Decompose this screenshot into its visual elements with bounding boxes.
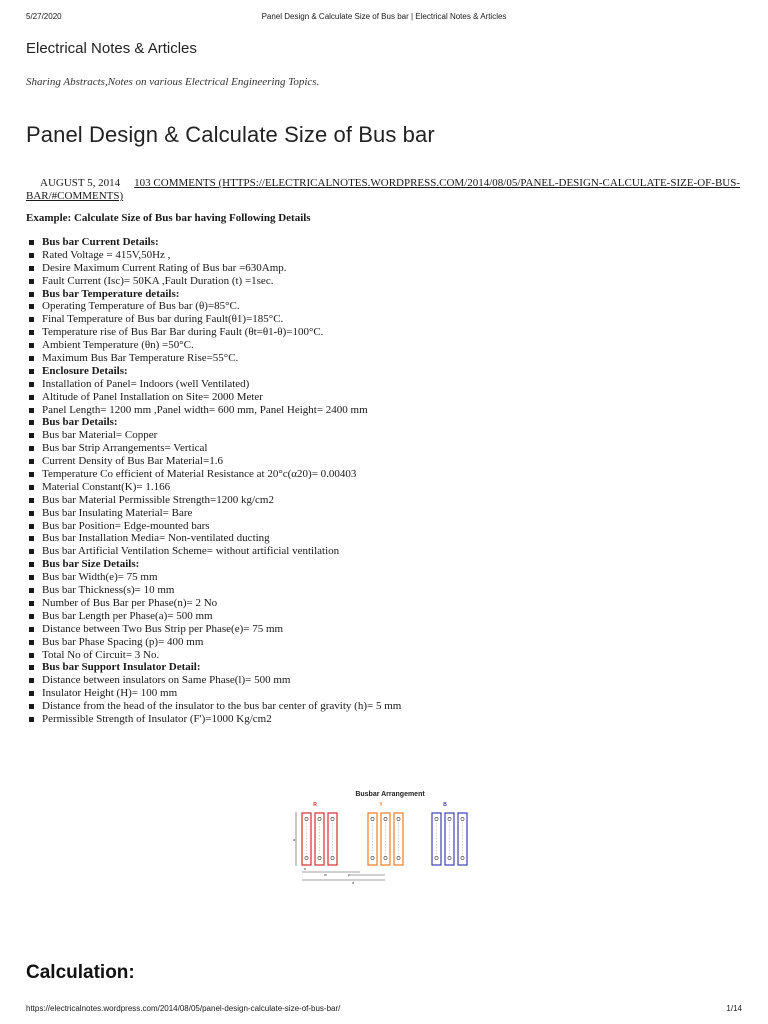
diagram-dimension-label: a (293, 837, 296, 842)
details-section-header: Bus bar Temperature details: (26, 288, 401, 301)
print-header (26, 12, 742, 24)
print-url: https://electricalnotes.wordpress.com/2014/08/05/panel-design-calculate-size-of-bus-bar/ (26, 1004, 341, 1013)
details-list-item: Bus bar Artificial Ventilation Scheme= without artificial ventilation (26, 545, 401, 558)
details-section-header: Bus bar Current Details: (26, 236, 401, 249)
details-list-item: Temperature rise of Bus Bar Bar during Fault (θt=θ1-θ)=100°C. (26, 326, 401, 339)
post-meta (26, 177, 744, 203)
diagram-phase-label: B (443, 802, 447, 808)
details-list-item: Permissible Strength of Insulator (F')=1000 Kg/cm2 (26, 713, 401, 726)
details-list-item: Bus bar Installation Media= Non-ventilated ducting (26, 532, 401, 545)
diagram-bolt-hole (318, 817, 321, 820)
details-list-item: Bus bar Length per Phase(a)= 500 mm (26, 610, 401, 623)
details-list-item: Distance between insulators on Same Phase(l)= 500 mm (26, 674, 401, 687)
details-list-item: Bus bar Width(e)= 75 mm (26, 571, 401, 584)
diagram-dimension-label: p (348, 872, 351, 877)
diagram-dimension-label: d (352, 880, 355, 885)
details-list-item: Final Temperature of Bus bar during Fault(θ1)=185°C. (26, 313, 401, 326)
details-list-item: Current Density of Bus Bar Material=1.6 (26, 455, 401, 468)
diagram-bolt-hole (397, 856, 400, 859)
diagram-phase-group (302, 802, 337, 865)
diagram-bolt-hole (384, 856, 387, 859)
diagram-bolt-hole (435, 856, 438, 859)
diagram-bolt-hole (448, 817, 451, 820)
print-page-title: Panel Design & Calculate Size of Bus bar | Electrical Notes & Articles (261, 12, 507, 21)
diagram-bolt-hole (305, 856, 308, 859)
details-list-item: Distance between Two Bus Strip per Phase(e)= 75 mm (26, 623, 401, 636)
diagram-phase-label: R (313, 802, 317, 808)
details-list-item: Bus bar Strip Arrangements= Vertical (26, 442, 401, 455)
diagram-phase-group (432, 802, 467, 865)
diagram-bolt-hole (318, 856, 321, 859)
diagram-bolt-hole (371, 817, 374, 820)
details-list-item: Number of Bus Bar per Phase(n)= 2 No (26, 597, 401, 610)
details-list-item: Temperature Co efficient of Material Resistance at 20°c(α20)= 0.00403 (26, 468, 401, 481)
diagram-bolt-hole (331, 817, 334, 820)
details-list-item: Bus bar Thickness(s)= 10 mm (26, 584, 401, 597)
diagram-bolt-hole (331, 856, 334, 859)
diagram-phase-group (368, 802, 403, 865)
example-heading: Example: Calculate Size of Bus bar having Following Details (26, 212, 311, 224)
details-section-header: Bus bar Support Insulator Detail: (26, 661, 401, 674)
details-list-item: Material Constant(K)= 1.166 (26, 481, 401, 494)
details-list-item: Installation of Panel= Indoors (well Ventilated) (26, 378, 401, 391)
details-list-item: Fault Current (Isc)= 50KA ,Fault Duration (t) =1sec. (26, 275, 401, 288)
details-section-header: Bus bar Details: (26, 416, 401, 429)
diagram-bolt-hole (461, 856, 464, 859)
print-page-number: 1/14 (726, 1004, 742, 1013)
diagram-dimension-label: w (324, 872, 327, 877)
site-title[interactable]: Electrical Notes & Articles (26, 40, 197, 57)
diagram-bolt-hole (384, 817, 387, 820)
diagram-bolt-hole (448, 856, 451, 859)
diagram-phase-label: Y (379, 802, 383, 808)
details-list-item: Bus bar Position= Edge-mounted bars (26, 520, 401, 533)
details-list-item: Maximum Bus Bar Temperature Rise=55°C. (26, 352, 401, 365)
diagram-dimensions (296, 812, 385, 880)
details-list-item: Ambient Temperature (θn) =50°C. (26, 339, 401, 352)
details-list-item: Rated Voltage = 415V,50Hz , (26, 249, 401, 262)
busbar-arrangement-diagram (290, 786, 490, 886)
details-list (26, 236, 401, 726)
details-list-item: Altitude of Panel Installation on Site= 2000 Meter (26, 391, 401, 404)
diagram-bolt-hole (371, 856, 374, 859)
diagram-dimension-label: e (304, 866, 307, 871)
details-list-item: Total No of Circuit= 3 No. (26, 649, 401, 662)
details-list-item: Operating Temperature of Bus bar (θ)=85°C. (26, 300, 401, 313)
details-list-item: Bus bar Material= Copper (26, 429, 401, 442)
print-date: 5/27/2020 (26, 12, 62, 21)
post-date: AUGUST 5, 2014 (40, 177, 121, 189)
diagram-bolt-hole (435, 817, 438, 820)
diagram-bolt-hole (305, 817, 308, 820)
details-list-item: Insulator Height (H)= 100 mm (26, 687, 401, 700)
diagram-bolt-hole (397, 817, 400, 820)
details-section-header: Bus bar Size Details: (26, 558, 401, 571)
diagram-bolt-hole (461, 817, 464, 820)
details-section-header: Enclosure Details: (26, 365, 401, 378)
post-title: Panel Design & Calculate Size of Bus bar (26, 122, 435, 147)
calculation-heading: Calculation: (26, 962, 135, 983)
comments-link[interactable]: 103 COMMENTS (HTTPS://ELECTRICALNOTES.WORDPRESS.COM/2014/08/05/PANEL-DESIGN-CALCULATE-SIZE-OF-BUS-BAR/#COMMENTS) (26, 177, 741, 202)
details-list-item: Bus bar Material Permissible Strength=1200 kg/cm2 (26, 494, 401, 507)
site-tagline: Sharing Abstracts,Notes on various Electrical Engineering Topics. (26, 76, 320, 88)
details-list-item: Desire Maximum Current Rating of Bus bar =630Amp. (26, 262, 401, 275)
details-list-item: Bus bar Phase Spacing (p)= 400 mm (26, 636, 401, 649)
diagram-phases (302, 802, 467, 865)
details-list-item: Panel Length= 1200 mm ,Panel width= 600 mm, Panel Height= 2400 mm (26, 404, 401, 417)
details-list-item: Bus bar Insulating Material= Bare (26, 507, 401, 520)
diagram-title: Busbar Arrangement (355, 791, 425, 798)
details-list-item: Distance from the head of the insulator to the bus bar center of gravity (h)= 5 mm (26, 700, 401, 713)
